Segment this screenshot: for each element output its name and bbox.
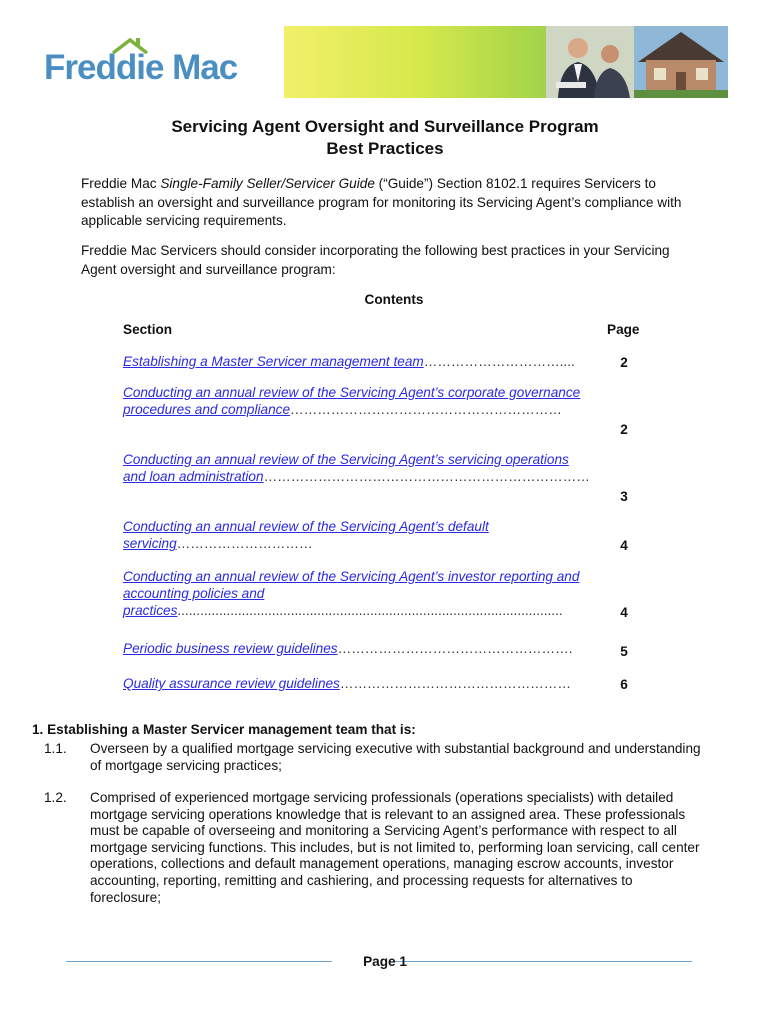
toc-link[interactable]: Conducting an annual review of the Servicing Agent’s servicing operations and loan administration bbox=[123, 452, 569, 485]
toc-leader-dots: …………………………………………… bbox=[339, 676, 571, 691]
toc-link[interactable]: Quality assurance review guidelines bbox=[123, 676, 340, 691]
toc-page-number: 2 bbox=[620, 422, 628, 437]
item-number: 1.1. bbox=[44, 741, 67, 756]
toc-leader-dots: ……………………………………………. bbox=[337, 641, 573, 656]
intro-text: Freddie Mac bbox=[81, 176, 161, 191]
toc-page-number: 4 bbox=[620, 605, 628, 620]
toc-link[interactable]: Establishing a Master Servicer management team bbox=[123, 354, 424, 369]
freddie-mac-logo bbox=[44, 36, 238, 90]
item-text: Overseen by a qualified mortgage servicing executive with substantial background and understanding of mortgage servicing practices; bbox=[90, 741, 701, 773]
section-1-heading: 1. Establishing a Master Servicer management team that is: bbox=[32, 722, 416, 737]
page-column-header: Page bbox=[607, 322, 640, 337]
item-number: 1.2. bbox=[44, 790, 67, 805]
toc-entry[interactable] bbox=[123, 675, 593, 692]
document-subtitle: Best Practices bbox=[326, 139, 444, 158]
guide-title: Single-Family Seller/Servicer Guide bbox=[160, 176, 375, 191]
toc-leader-dots: …………………………………………………… bbox=[290, 402, 562, 418]
toc-entry[interactable] bbox=[123, 353, 593, 370]
business-people-photo bbox=[546, 26, 634, 98]
intro-paragraph-2: Freddie Mac Servicers should consider incorporating the following best practices in your Servicing Agent oversight and surveillance program: bbox=[81, 243, 670, 277]
item-text: Comprised of experienced mortgage servicing professionals (operations specialists) with detailed mortgage servicing operations knowledge that is relevant to an assigned area. These professionals must be capable of overseeing and monitoring a Servicing Agent’s performance with respect to all mortgage servicing functions. This includes, but is not limited to, performing loan servicing, call center operations, collections and default management operations, managing escrow accounts, investor accounting, reporting, remitting and cashiering, and processing requests for alternatives to foreclosure; bbox=[90, 790, 700, 905]
toc-leader-dots: ……………………………………………………………… bbox=[263, 469, 590, 485]
toc-page-number: 4 bbox=[620, 538, 628, 553]
toc-page-number: 6 bbox=[620, 677, 628, 692]
toc-leader-dots: ………………………… bbox=[176, 536, 313, 552]
logo-wordmark: Freddie Mac bbox=[44, 48, 238, 87]
intro-paragraph-1 bbox=[81, 175, 696, 231]
section-column-header: Section bbox=[123, 322, 173, 337]
toc-page-number: 2 bbox=[620, 355, 628, 370]
toc-leader-dots: ...................................................................................................... bbox=[177, 603, 563, 619]
intro-text: (“Guide”) Section 8102.1 requires Servicers to establish an oversight and surveillance program for monitoring its Servicing Agent’s compliance with applicable servicing requirements. bbox=[81, 176, 682, 228]
house-photo bbox=[634, 26, 728, 98]
toc-entry[interactable] bbox=[123, 568, 593, 620]
toc-entry[interactable] bbox=[123, 451, 593, 485]
toc-link[interactable]: Conducting an annual review of the Servicing Agent’s investor reporting and accounting policies and practices bbox=[123, 569, 580, 619]
page-number-footer: Page 1 bbox=[363, 954, 407, 969]
toc-entry[interactable] bbox=[123, 384, 593, 418]
toc-entry[interactable] bbox=[123, 518, 593, 552]
toc-leader-dots: ………………………….... bbox=[423, 354, 575, 369]
contents-title: Contents bbox=[364, 292, 424, 307]
toc-page-number: 3 bbox=[620, 489, 628, 504]
toc-page-number: 5 bbox=[620, 644, 628, 659]
toc-link[interactable]: Conducting an annual review of the Servicing Agent’s default servicing bbox=[123, 519, 489, 552]
document-title: Servicing Agent Oversight and Surveillance Program bbox=[171, 117, 599, 136]
toc-link[interactable]: Conducting an annual review of the Servicing Agent’s corporate governance procedures and compliance bbox=[123, 385, 581, 418]
toc-entry[interactable] bbox=[123, 640, 593, 657]
toc-link[interactable]: Periodic business review guidelines bbox=[123, 641, 338, 656]
header-banner-image bbox=[284, 26, 728, 98]
